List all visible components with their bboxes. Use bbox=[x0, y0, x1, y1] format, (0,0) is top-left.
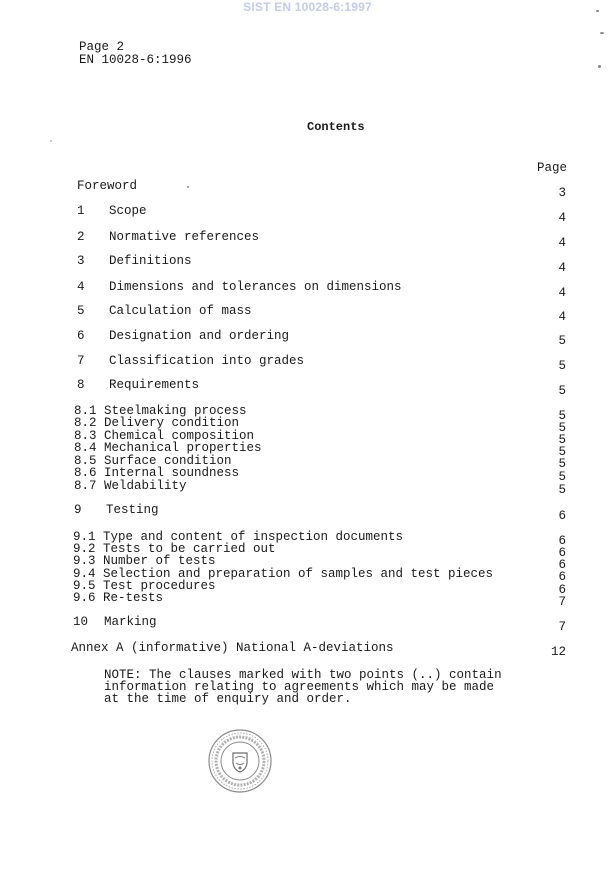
note-line: at the time of enquiry and order. bbox=[104, 692, 352, 706]
toc-label: Classification into grades bbox=[109, 354, 305, 368]
toc-number: 8.1 bbox=[74, 404, 97, 418]
note-line: NOTE: The clauses marked with two points (..) contain bbox=[104, 668, 502, 682]
toc-page: 5 bbox=[558, 445, 566, 459]
toc-label: Tests to be carried out bbox=[103, 542, 276, 556]
toc-number: 9.5 bbox=[73, 579, 96, 593]
toc-number: 8.3 bbox=[74, 429, 97, 443]
toc-number: 1 bbox=[77, 204, 85, 218]
toc-page: 5 bbox=[558, 457, 566, 471]
toc-page: 6 bbox=[558, 546, 566, 560]
toc-number: 9.1 bbox=[73, 530, 96, 544]
toc-label: Mechanical properties bbox=[104, 441, 262, 455]
toc-label: Scope bbox=[109, 204, 147, 218]
toc-label: Test procedures bbox=[103, 579, 216, 593]
toc-page: 5 bbox=[558, 334, 566, 348]
toc-page: 6 bbox=[558, 570, 566, 584]
toc-page: 5 bbox=[558, 470, 566, 484]
toc-label: Re-tests bbox=[103, 591, 164, 605]
toc-number: 10 bbox=[73, 615, 89, 629]
toc-label: Type and content of inspection documents bbox=[103, 530, 404, 544]
toc-label: Dimensions and tolerances on dimensions bbox=[109, 280, 402, 294]
watermark: SIST EN 10028-6:1997 bbox=[243, 0, 372, 14]
toc-number: 9 bbox=[74, 503, 82, 517]
toc-label: Foreword bbox=[77, 179, 138, 193]
scan-speck bbox=[600, 32, 604, 34]
toc-page: 5 bbox=[558, 483, 566, 497]
toc-page: 4 bbox=[558, 261, 566, 275]
toc-page: 4 bbox=[558, 211, 566, 225]
toc-number: 5 bbox=[77, 304, 85, 318]
toc-label: Testing bbox=[106, 503, 159, 517]
toc-number: 7 bbox=[77, 354, 85, 368]
toc-label: Normative references bbox=[109, 230, 260, 244]
toc-number: 9.3 bbox=[73, 554, 96, 568]
toc-label: Steelmaking process bbox=[104, 404, 247, 418]
page-column-label: Page bbox=[537, 161, 568, 175]
note-line: information relating to agreements which may be made bbox=[104, 680, 495, 694]
toc-number: 9.2 bbox=[73, 542, 96, 556]
toc-label: Internal soundness bbox=[104, 466, 240, 480]
toc-label: Surface condition bbox=[104, 454, 232, 468]
toc-number: 8.6 bbox=[74, 466, 97, 480]
toc-page: 4 bbox=[558, 236, 566, 250]
toc-number: 2 bbox=[77, 230, 85, 244]
toc-page: 5 bbox=[558, 421, 566, 435]
toc-label: Selection and preparation of samples and test pieces bbox=[103, 567, 494, 581]
toc-number: 8 bbox=[77, 378, 85, 392]
toc-page: 3 bbox=[558, 186, 566, 200]
toc-page: 7 bbox=[558, 620, 566, 634]
toc-page: 5 bbox=[558, 384, 566, 398]
toc-label: Definitions bbox=[109, 254, 192, 268]
toc-number: 8.5 bbox=[74, 454, 97, 468]
toc-page: 12 bbox=[550, 645, 566, 659]
page-title: Contents bbox=[307, 120, 365, 134]
scan-speck bbox=[598, 65, 601, 68]
toc-page: 7 bbox=[558, 595, 566, 609]
toc-page: 4 bbox=[558, 310, 566, 324]
toc-label: Chemical composition bbox=[104, 429, 255, 443]
toc-number: 8.4 bbox=[74, 441, 97, 455]
header-page-number: Page 2 bbox=[79, 40, 125, 54]
toc-page: 6 bbox=[558, 558, 566, 572]
toc-page: 4 bbox=[558, 286, 566, 300]
toc-number: 6 bbox=[77, 329, 85, 343]
toc-label: Requirements bbox=[109, 378, 200, 392]
toc-label: Number of tests bbox=[103, 554, 216, 568]
toc-label: Calculation of mass bbox=[109, 304, 252, 318]
scan-speck bbox=[596, 10, 599, 12]
toc-number: 4 bbox=[77, 280, 85, 294]
toc-page: 6 bbox=[558, 509, 566, 523]
toc-label: Designation and ordering bbox=[109, 329, 290, 343]
scan-speck bbox=[50, 140, 52, 142]
toc-label: Weldability bbox=[104, 479, 187, 493]
toc-label: Annex A (informative) National A-deviations bbox=[71, 641, 394, 655]
toc-number: 8.7 bbox=[74, 479, 97, 493]
toc-page: 6 bbox=[558, 583, 566, 597]
toc-number: 9.6 bbox=[73, 591, 96, 605]
header-standard-number: EN 10028-6:1996 bbox=[79, 53, 192, 67]
toc-page: 6 bbox=[558, 534, 566, 548]
toc-number: 9.4 bbox=[73, 567, 96, 581]
toc-number: 3 bbox=[77, 254, 85, 268]
scan-speck bbox=[187, 186, 189, 188]
toc-label: Delivery condition bbox=[104, 416, 240, 430]
toc-page: 5 bbox=[558, 409, 566, 423]
toc-number: 8.2 bbox=[74, 416, 97, 430]
toc-label: Marking bbox=[104, 615, 157, 629]
official-stamp-icon bbox=[207, 728, 273, 794]
toc-page: 5 bbox=[558, 433, 566, 447]
toc-page: 5 bbox=[558, 359, 566, 373]
